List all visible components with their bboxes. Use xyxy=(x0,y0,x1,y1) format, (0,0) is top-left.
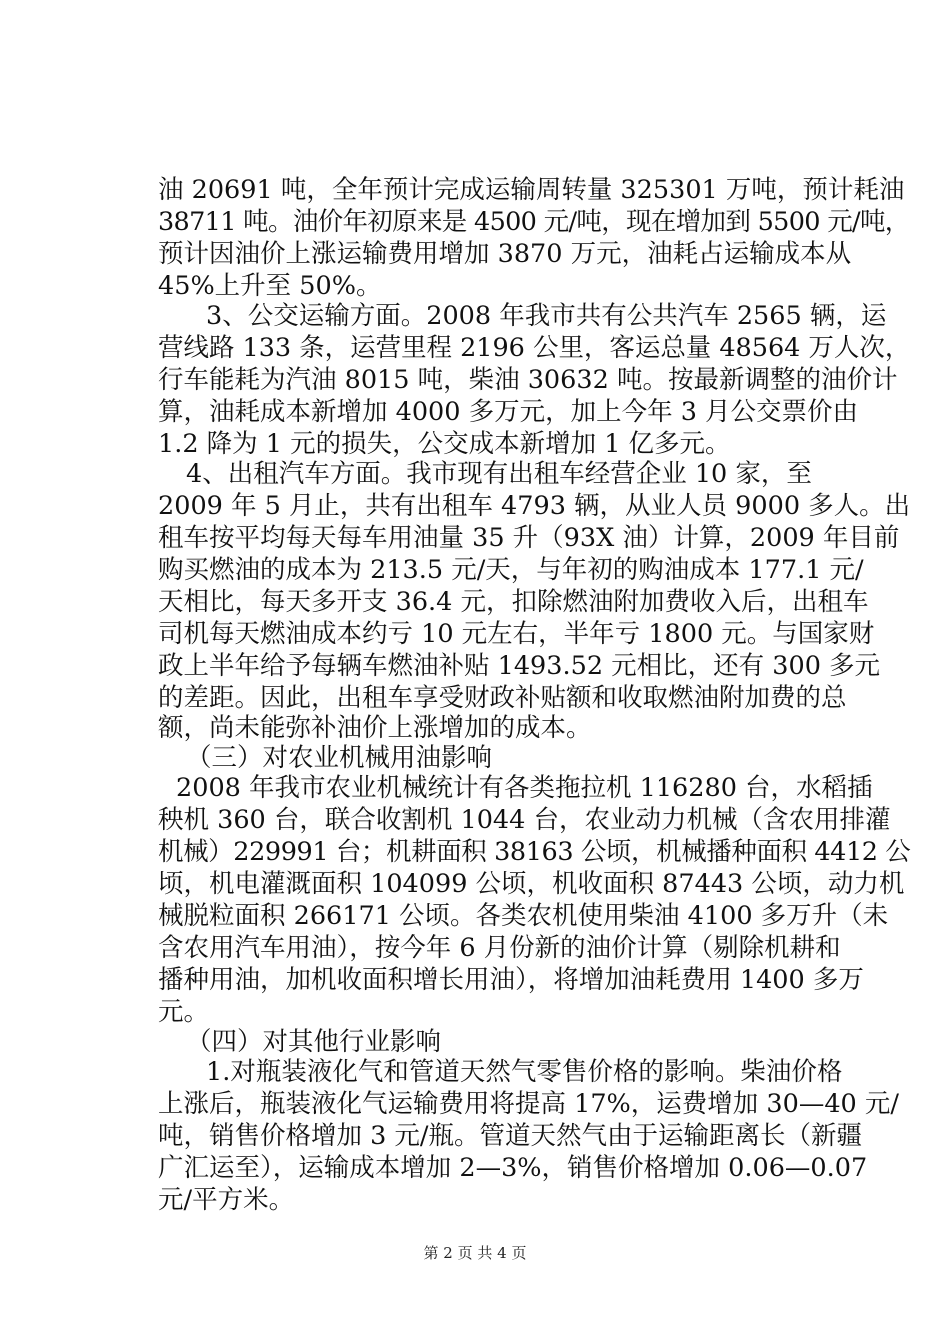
text-line: 机械）229991 台；机耕面积 38163 公顷，机械播种面积 4412 公 xyxy=(158,837,911,867)
text-line: 行车能耗为汽油 8015 吨，柴油 30632 吨。按最新调整的油价计 xyxy=(158,365,898,395)
text-line: 司机每天燃油成本约亏 10 元左右，半年亏 1800 元。与国家财 xyxy=(158,619,875,649)
text-line: 天相比，每天多开支 36.4 元，扣除燃油附加费收入后，出租车 xyxy=(158,587,869,617)
text-line: 元。 xyxy=(158,997,210,1027)
section-heading: （三）对农业机械用油影响 xyxy=(186,743,493,773)
text-line: 算，油耗成本新增加 4000 多万元，加上今年 3 月公交票价由 xyxy=(158,397,859,427)
text-line: 政上半年给予每辆车燃油补贴 1493.52 元相比，还有 300 多元 xyxy=(158,651,881,681)
text-line: 广汇运至），运输成本增加 2—3%，销售价格增加 0.06—0.07 xyxy=(158,1153,868,1183)
text-line: 45%上升至 50%。 xyxy=(158,271,382,301)
section-heading: （四）对其他行业影响 xyxy=(186,1027,442,1057)
text-line: 预计因油价上涨运输费用增加 3870 万元，油耗占运输成本从 xyxy=(158,239,852,269)
text-line: 含农用汽车用油），按今年 6 月份新的油价计算（剔除机耕和 xyxy=(158,933,841,963)
text-line: 购买燃油的成本为 213.5 元/天，与年初的购油成本 177.1 元/ xyxy=(158,555,864,585)
text-line: 1.2 降为 1 元的损失，公交成本新增加 1 亿多元。 xyxy=(158,429,731,459)
text-line: 2008 年我市农业机械统计有各类拖拉机 116280 台，水稻插 xyxy=(176,773,873,803)
text-line: 秧机 360 台，联合收割机 1044 台，农业动力机械（含农用排灌 xyxy=(158,805,891,835)
text-line: 4、出租汽车方面。我市现有出租车经营企业 10 家，至 xyxy=(186,459,812,489)
page-number-footer: 第 2 页 共 4 页 xyxy=(423,1244,527,1262)
text-line: 播种用油，加机收面积增长用油），将增加油耗费用 1400 多万 xyxy=(158,965,864,995)
text-line: 2009 年 5 月止，共有出租车 4793 辆，从业人员 9000 多人。出 xyxy=(158,491,911,521)
text-line: 营线路 133 条，运营里程 2196 公里，客运总量 48564 万人次， xyxy=(158,333,911,363)
text-line: 油 20691 吨，全年预计完成运输周转量 325301 万吨，预计耗油 xyxy=(158,175,905,205)
text-line: 38711 吨。油价年初原来是 4500 元/吨，现在增加到 5500 元/吨， xyxy=(158,207,910,237)
text-line: 元/平方米。 xyxy=(158,1185,295,1215)
text-line: 吨，销售价格增加 3 元/瓶。管道天然气由于运输距离长（新疆 xyxy=(158,1121,863,1151)
text-line: 械脱粒面积 266171 公顷。各类农机使用柴油 4100 多万升（未 xyxy=(158,901,889,931)
text-line: 3、公交运输方面。2008 年我市共有公共汽车 2565 辆，运 xyxy=(206,301,887,331)
text-line: 额，尚未能弥补油价上涨增加的成本。 xyxy=(158,713,592,743)
text-line: 顷，机电灌溉面积 104099 公顷，机收面积 87443 公顷，动力机 xyxy=(158,869,905,899)
text-line: 1.对瓶装液化气和管道天然气零售价格的影响。柴油价格 xyxy=(206,1057,843,1087)
text-line: 上涨后，瓶装液化气运输费用将提高 17%，运费增加 30—40 元/ xyxy=(158,1089,899,1119)
text-line: 租车按平均每天每车用油量 35 升（93X 油）计算，2009 年目前 xyxy=(158,523,900,553)
text-line: 的差距。因此，出租车享受财政补贴额和收取燃油附加费的总 xyxy=(158,683,847,713)
